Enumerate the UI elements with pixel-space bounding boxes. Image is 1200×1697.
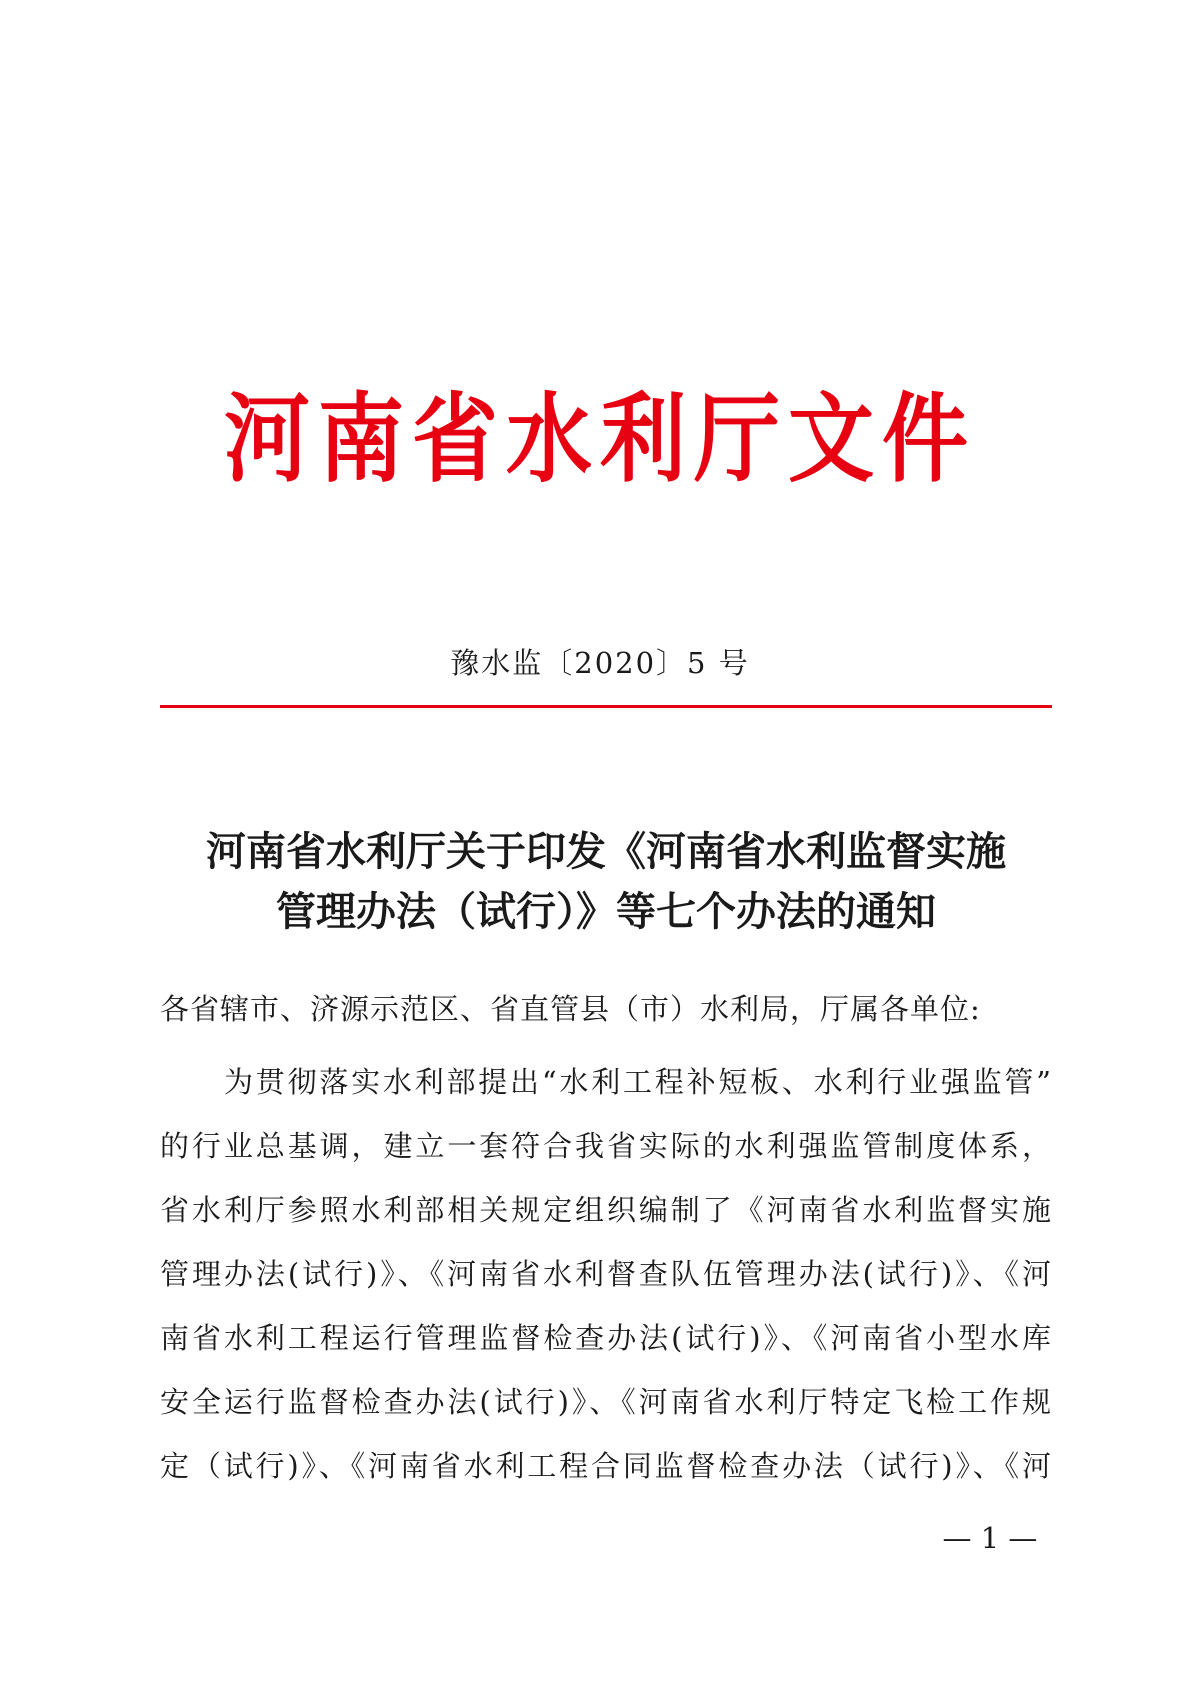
body-line: 安全运行监督检查办法(试行)》、《河南省水利厅特定飞检工作规	[160, 1385, 1052, 1419]
document-title	[160, 822, 1052, 942]
document-masthead: 河南省水利厅文件	[224, 384, 976, 496]
addressee-line: 各省辖市、济源示范区、省直管县（市）水利局，厅属各单位:	[160, 992, 981, 1026]
body-line: 为贯彻落实水利部提出“水利工程补短板、水利行业强监管”	[224, 1065, 1052, 1099]
body-paragraph	[160, 1050, 1052, 1498]
body-line: 定（试行)》、《河南省水利工程合同监督检查办法（试行)》、《河	[160, 1449, 1052, 1483]
document-number: 豫水监〔2020〕5 号	[450, 646, 750, 680]
red-divider-rule	[160, 705, 1052, 708]
body-line: 南省水利工程运行管理监督检查办法(试行)》、《河南省小型水库	[160, 1321, 1052, 1355]
body-line: 的行业总基调，建立一套符合我省实际的水利强监管制度体系，	[160, 1129, 1052, 1163]
body-line: 省水利厅参照水利部相关规定组织编制了《河南省水利监督实施	[160, 1193, 1052, 1227]
document-title-line-2: 管理办法（试行）》等七个办法的通知	[276, 888, 936, 935]
body-line: 管理办法(试行)》、《河南省水利督查队伍管理办法(试行)》、《河	[160, 1257, 1052, 1291]
page-number: — 1 —	[942, 1521, 1038, 1555]
document-title-line-1: 河南省水利厅关于印发《河南省水利监督实施	[206, 828, 1006, 875]
